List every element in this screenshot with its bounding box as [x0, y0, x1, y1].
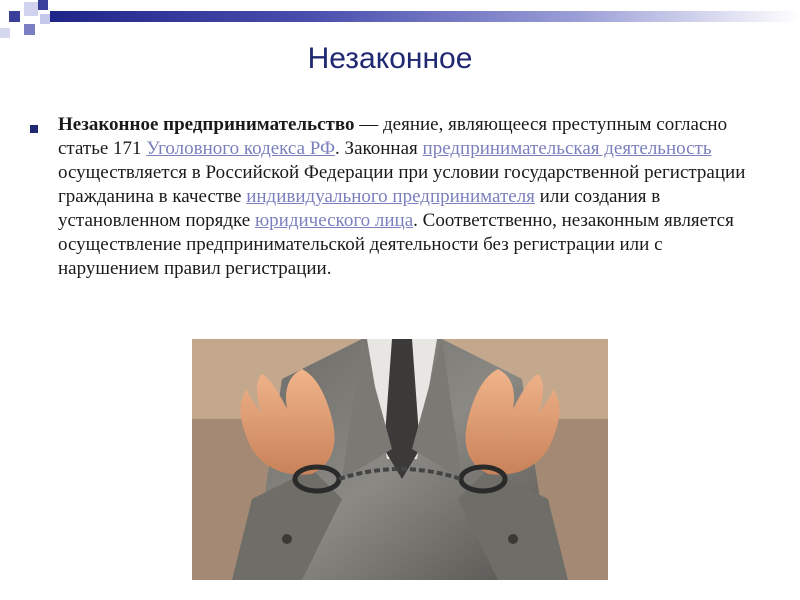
- decor-square: [24, 2, 38, 16]
- bullet-square-icon: [30, 125, 38, 133]
- body-paragraph: [58, 113, 748, 281]
- photo-illustration: [192, 339, 608, 580]
- header-gradient-bar: [50, 11, 800, 22]
- text-segment: — деяние, являющееся преступным согласно статье 171: [58, 114, 728, 159]
- text-segment: осуществляется в Российской Федерации при условии государственной регистрации гражданина в качестве: [58, 162, 746, 207]
- link-entrepreneurial-activity[interactable]: предпринимательская деятельность: [422, 138, 712, 159]
- text-segment: . Соответственно, незаконным является осуществление предпринимательской деятельности без регистрации или с нарушением правил регистрации.: [58, 210, 734, 279]
- decor-square: [38, 0, 48, 10]
- decor-square: [9, 11, 20, 22]
- handcuffed-hands-photo: [192, 339, 608, 580]
- decor-square: [0, 28, 10, 38]
- slide-title: Незаконное: [307, 42, 473, 75]
- decor-square: [24, 24, 35, 35]
- term-bold: Незаконное предпринимательство: [58, 114, 355, 135]
- text-segment: . Законная: [335, 138, 423, 159]
- link-legal-entity[interactable]: юридического лица: [254, 210, 414, 231]
- link-criminal-code[interactable]: Уголовного кодекса РФ: [146, 138, 336, 159]
- link-individual-entrepreneur[interactable]: индивидуального предпринимателя: [246, 186, 535, 207]
- text-segment: или создания в установленном порядке: [58, 186, 661, 231]
- decor-square: [40, 14, 50, 24]
